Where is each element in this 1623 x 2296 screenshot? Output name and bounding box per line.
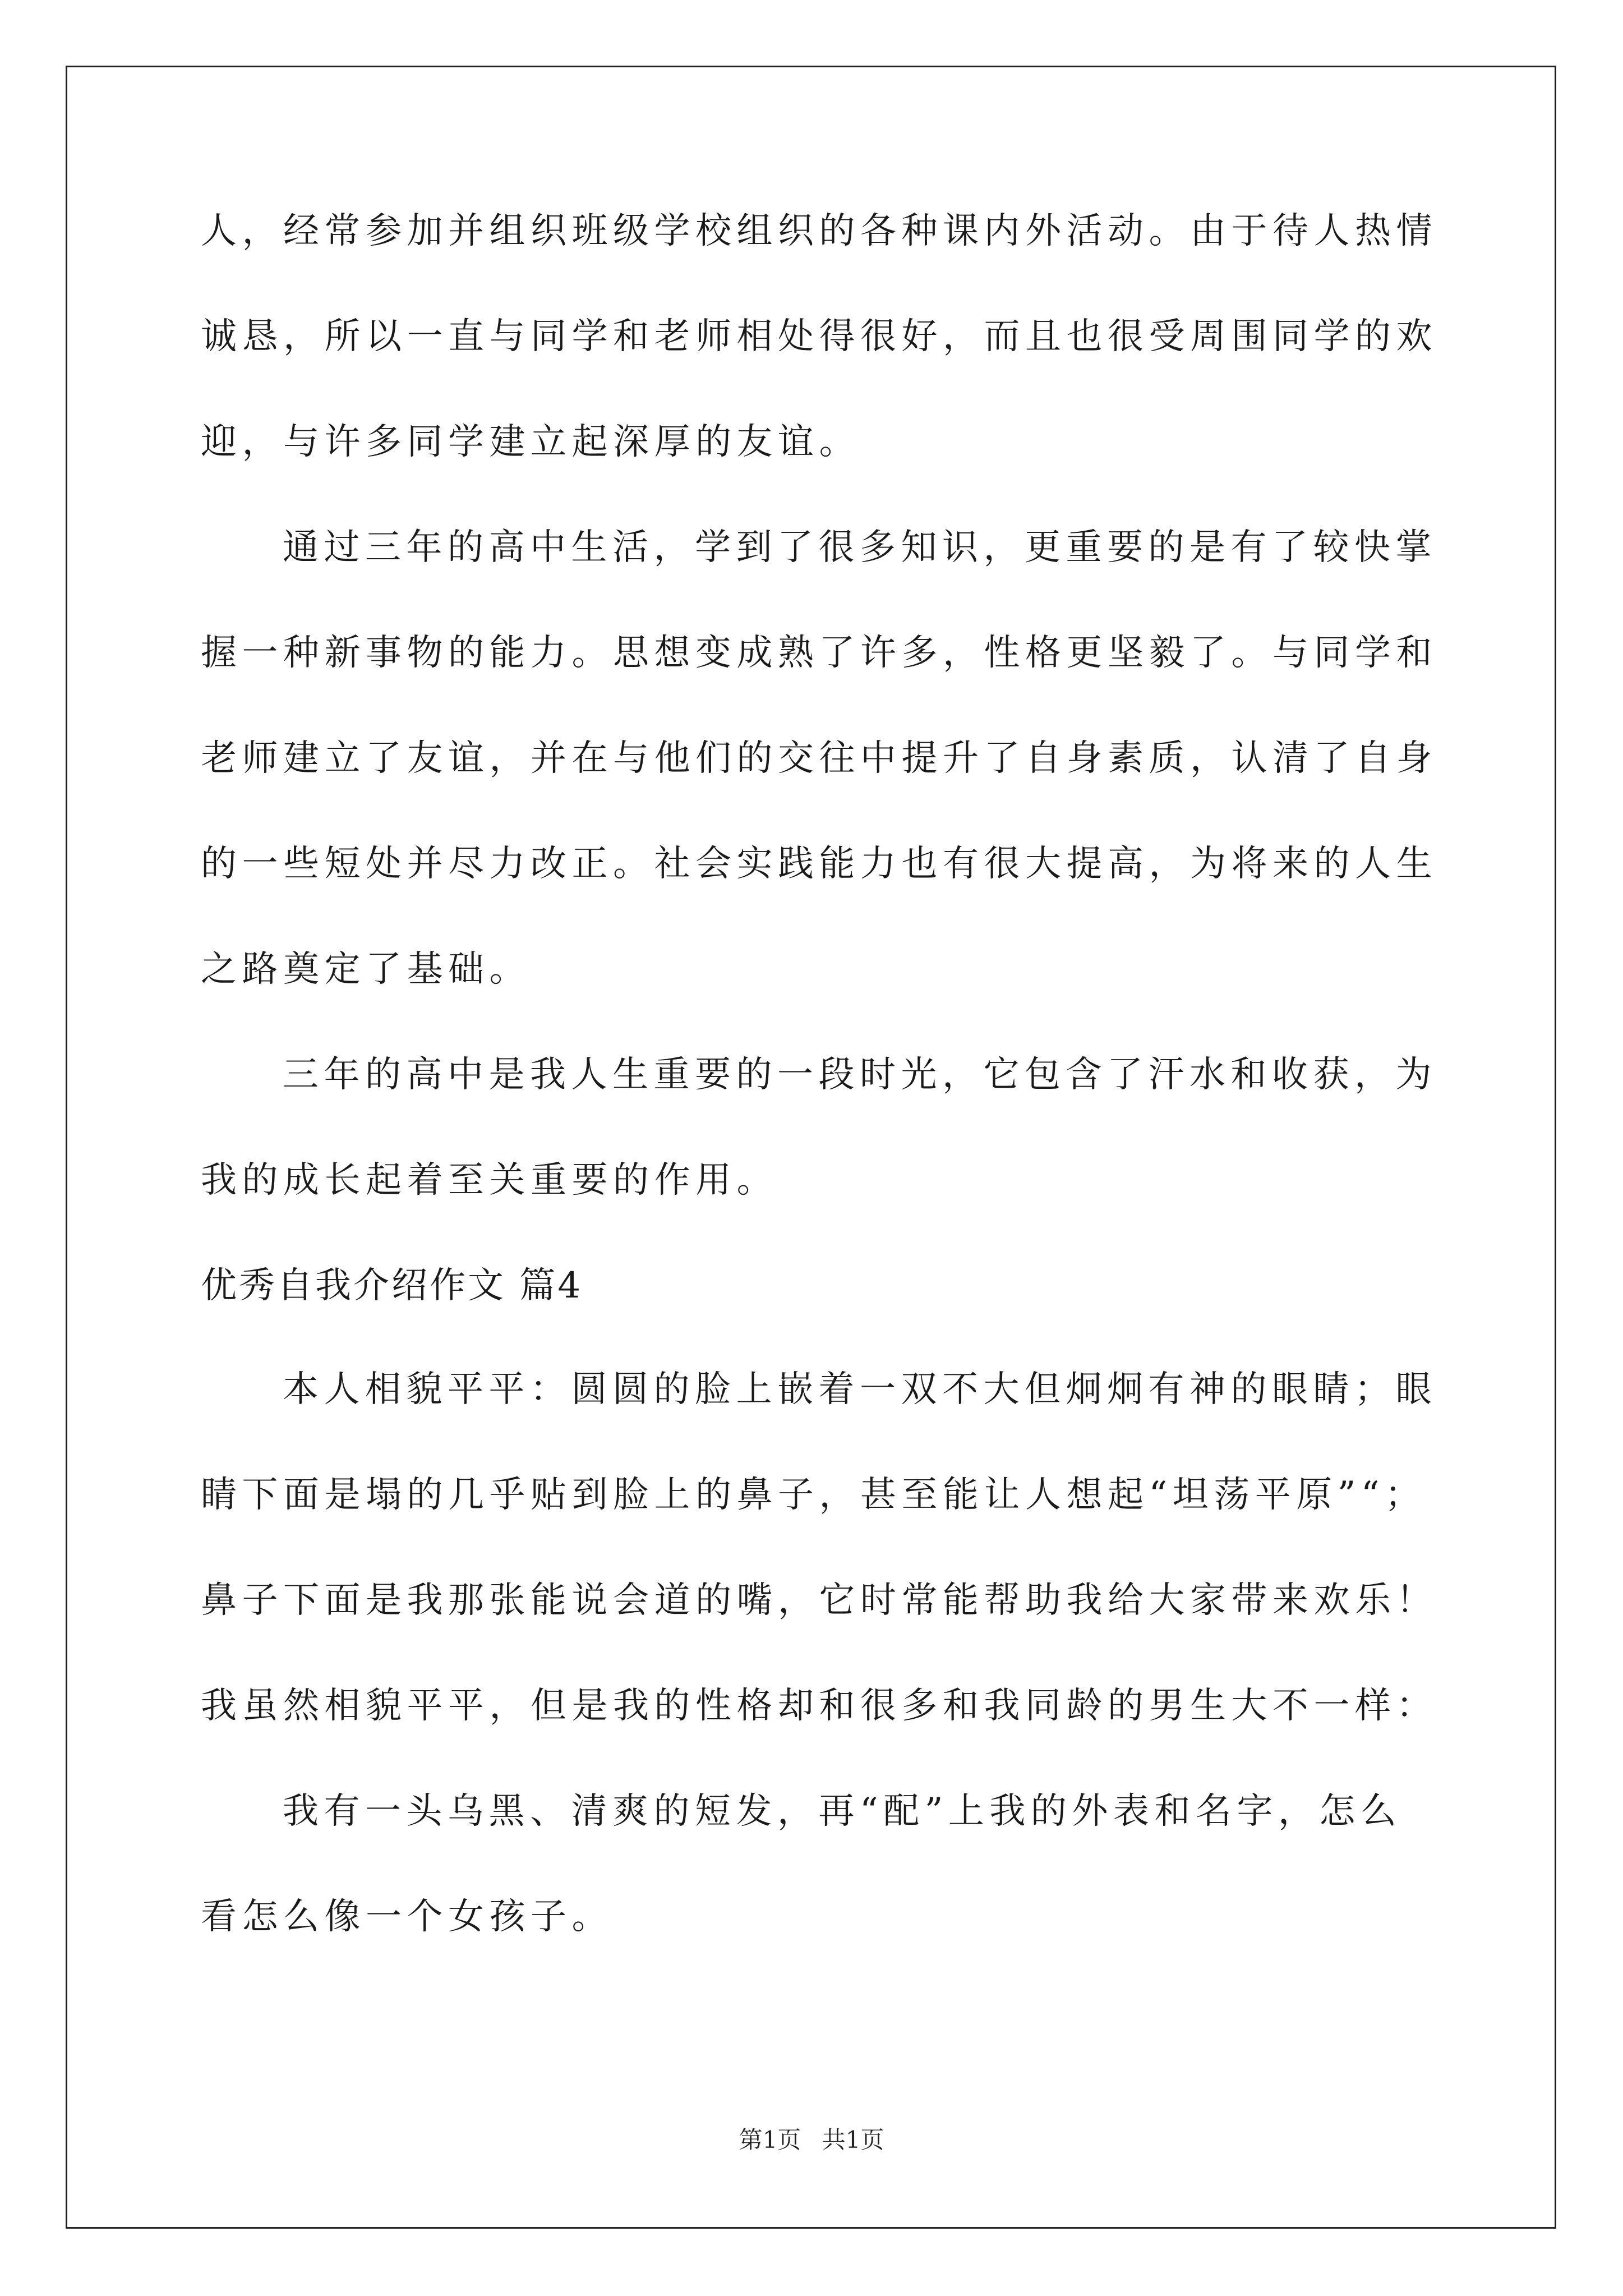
text-line: 握一种新事物的能力。思想变成熟了许多，性格更坚毅了。与同学和 (201, 632, 1437, 674)
text-line: 睛下面是塌的几乎贴到脸上的鼻子，甚至能让人想起“坦荡平原”“； (201, 1474, 1426, 1516)
text-line: 之路奠定了基础。 (201, 949, 531, 990)
text-line: 人，经常参加并组织班级学校组织的各种课内外活动。由于待人热情 (201, 210, 1437, 252)
text-line: 的一些短处并尽力改正。社会实践能力也有很大提高，为将来的人生 (201, 843, 1437, 885)
text-line: 看怎么像一个女孩子。 (201, 1896, 613, 1938)
page-footer (0, 2123, 1623, 2157)
paragraph-start-line: 三年的高中是我人生重要的一段时光，它包含了汗水和收获，为 (283, 1054, 1437, 1096)
text-line: 老师建立了友谊，并在与他们的交往中提升了自身素质，认清了自身 (201, 738, 1437, 779)
section-heading: 优秀自我介绍作文 篇4 (201, 1265, 583, 1306)
text-line: 我的成长起着至关重要的作用。 (201, 1159, 778, 1201)
paragraph-start-line: 我有一头乌黑、清爽的短发，再“配”上我的外表和名字，怎么 (283, 1791, 1402, 1832)
page-number-total: 共1页 (822, 2126, 884, 2154)
text-line: 鼻子下面是我那张能说会道的嘴，它时常能帮助我给大家带来欢乐！ (201, 1580, 1437, 1621)
page-number-current: 第1页 (739, 2126, 801, 2154)
text-line: 诚恳，所以一直与同学和老师相处得很好，而且也很受周围同学的欢 (201, 316, 1437, 357)
paragraph-start-line: 通过三年的高中生活，学到了很多知识，更重要的是有了较快掌 (283, 527, 1437, 568)
paragraph-start-line: 本人相貌平平：圆圆的脸上嵌着一双不大但炯炯有神的眼睛；眼 (283, 1369, 1437, 1410)
text-line: 我虽然相貌平平，但是我的性格却和很多和我同龄的男生大不一样： (201, 1685, 1437, 1727)
text-line: 迎，与许多同学建立起深厚的友谊。 (201, 421, 860, 463)
